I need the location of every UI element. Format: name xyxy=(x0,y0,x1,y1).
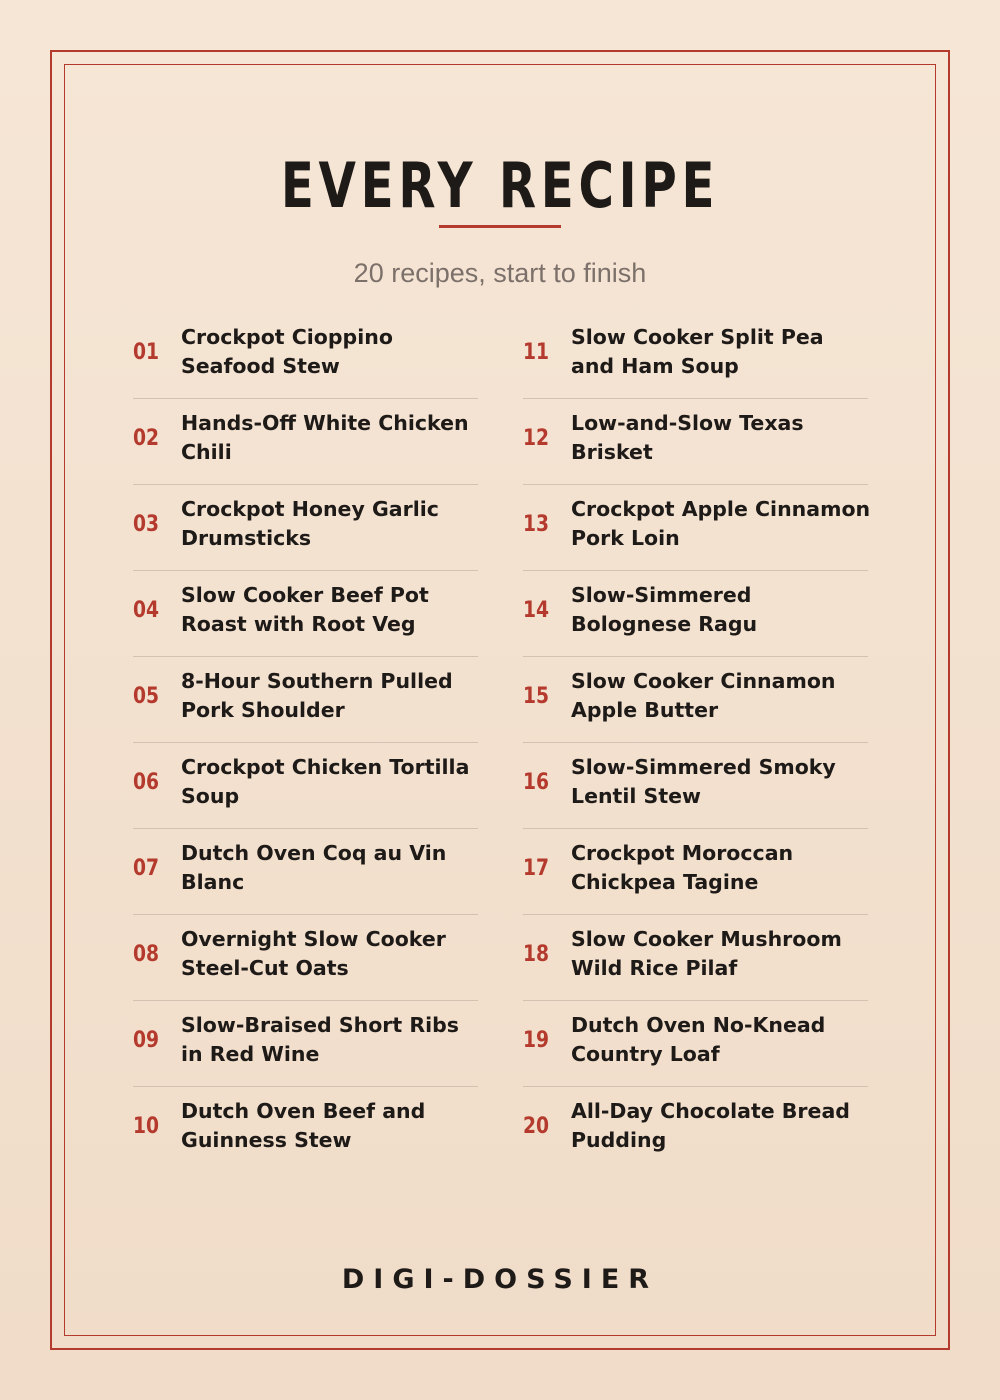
recipe-number: 17 xyxy=(523,855,550,881)
recipe-name: Crockpot Chicken Tortilla Soup xyxy=(181,755,470,808)
recipe-name: Hands-Off White Chicken Chili xyxy=(181,411,469,464)
recipe-number: 13 xyxy=(523,511,550,537)
recipe-item xyxy=(523,485,871,571)
recipe-name: Dutch Oven No-Knead Country Loaf xyxy=(571,1013,826,1066)
page-title: EVERY RECIPE xyxy=(280,149,720,222)
recipe-item xyxy=(133,657,478,743)
recipe-number: 15 xyxy=(523,683,550,709)
recipe-name: Dutch Oven Coq au Vin Blanc xyxy=(181,841,447,894)
recipe-number: 09 xyxy=(133,1027,160,1053)
recipe-name: Slow Cooker Split Pea and Ham Soup xyxy=(571,325,824,378)
recipe-number: 01 xyxy=(133,339,160,365)
recipe-item xyxy=(523,571,868,657)
recipe-item xyxy=(133,313,478,399)
recipe-item xyxy=(523,399,868,485)
title-underline xyxy=(439,225,561,228)
recipe-name: Dutch Oven Beef and Guinness Stew xyxy=(181,1099,426,1152)
recipe-name: Slow-Simmered Smoky Lentil Stew xyxy=(571,755,836,808)
recipe-number: 18 xyxy=(523,941,550,967)
recipe-item xyxy=(133,743,478,829)
recipe-name: Slow Cooker Beef Pot Roast with Root Veg xyxy=(181,583,429,636)
recipe-item xyxy=(133,915,478,1001)
recipe-name: Slow Cooker Mushroom Wild Rice Pilaf xyxy=(571,927,842,980)
brand-footer: DIGI-DOSSIER xyxy=(341,1264,659,1295)
recipe-name: Crockpot Moroccan Chickpea Tagine xyxy=(571,841,794,894)
recipe-item xyxy=(523,743,868,829)
recipe-item xyxy=(523,1001,868,1087)
recipe-item xyxy=(523,915,868,1001)
recipe-item xyxy=(133,571,478,657)
recipe-number: 16 xyxy=(523,769,550,795)
recipe-name: Slow Cooker Cinnamon Apple Butter xyxy=(571,669,836,722)
recipe-item xyxy=(133,1001,478,1087)
recipe-name: Crockpot Honey Garlic Drumsticks xyxy=(181,497,439,550)
recipe-name: Slow-Braised Short Ribs in Red Wine xyxy=(181,1013,460,1066)
recipe-number: 12 xyxy=(523,425,550,451)
recipe-name: All-Day Chocolate Bread Pudding xyxy=(571,1099,850,1152)
recipe-name: 8-Hour Southern Pulled Pork Shoulder xyxy=(181,669,453,722)
recipe-number: 07 xyxy=(133,855,160,881)
recipe-number: 04 xyxy=(133,597,160,623)
recipe-item xyxy=(133,1087,478,1172)
recipe-number: 05 xyxy=(133,683,160,709)
recipe-item xyxy=(133,485,478,571)
recipe-number: 11 xyxy=(523,339,550,365)
recipe-item xyxy=(133,399,478,485)
recipe-number: 06 xyxy=(133,769,160,795)
recipe-name: Low-and-Slow Texas Brisket xyxy=(571,411,804,464)
recipe-name: Crockpot Cioppino Seafood Stew xyxy=(181,325,393,378)
recipe-name: Overnight Slow Cooker Steel-Cut Oats xyxy=(181,927,446,980)
recipe-number: 08 xyxy=(133,941,160,967)
recipe-column-right xyxy=(523,313,871,1172)
recipe-item xyxy=(523,1087,868,1172)
recipe-item xyxy=(523,657,868,743)
recipe-number: 02 xyxy=(133,425,160,451)
recipe-number: 20 xyxy=(523,1113,550,1139)
recipe-column-left xyxy=(133,313,478,1172)
recipe-name: Crockpot Apple Cinnamon Pork Loin xyxy=(571,497,871,550)
recipe-number: 03 xyxy=(133,511,160,537)
recipe-number: 14 xyxy=(523,597,550,623)
recipe-number: 19 xyxy=(523,1027,550,1053)
recipe-item xyxy=(523,313,868,399)
recipe-number: 10 xyxy=(133,1113,160,1139)
recipe-item xyxy=(133,829,478,915)
recipe-name: Slow-Simmered Bolognese Ragu xyxy=(571,583,758,636)
page-subtitle: 20 recipes, start to finish xyxy=(353,258,647,288)
recipe-item xyxy=(523,829,868,915)
